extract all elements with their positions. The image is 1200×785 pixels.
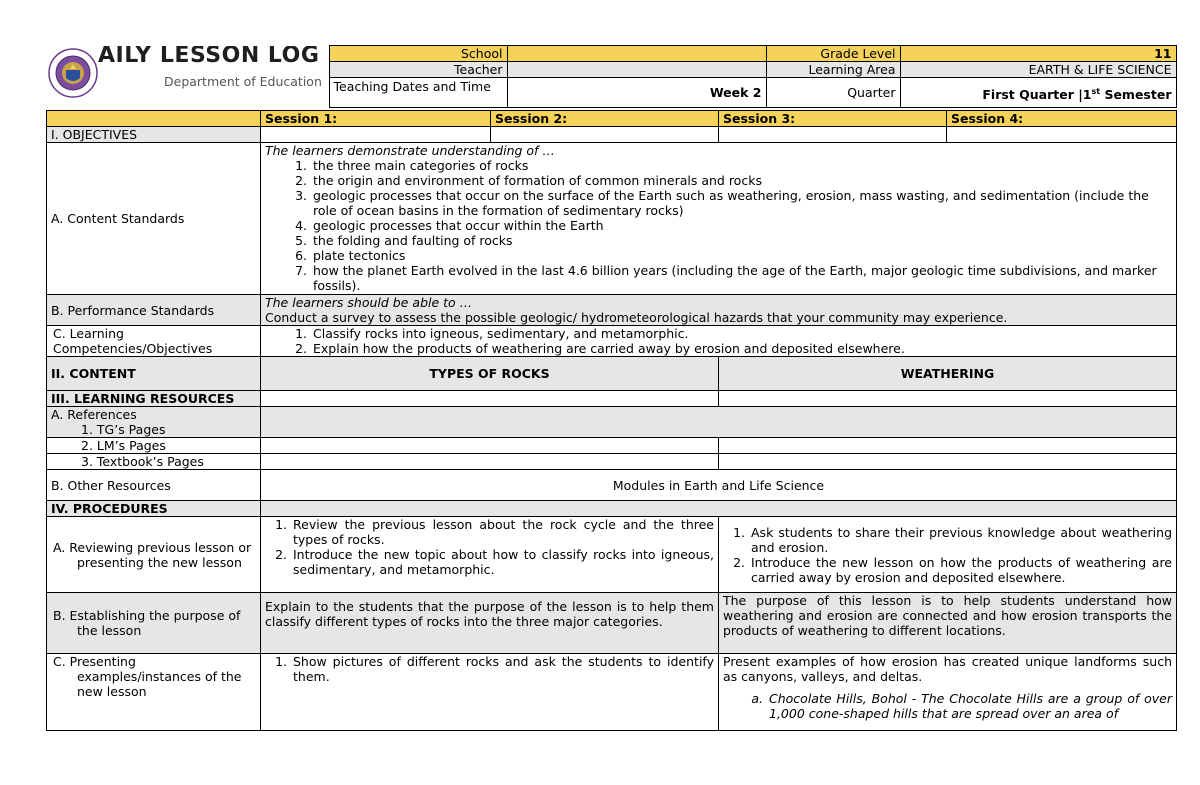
list-item: 3. geologic processes that occur on the surface of the Earth such as weathering, erosion, mass wasting, and sedimentation (include the role of ocean basins in the formation of sedimentary rocks) — [311, 188, 1172, 218]
school-value — [507, 46, 766, 62]
list-item: 1. Classify rocks into igneous, sedimentary, and metamorphic. — [311, 326, 1172, 341]
teacher-value — [507, 62, 766, 78]
area-label: Learning Area — [766, 62, 900, 78]
purpose-session-1-2: Explain to the students that the purpose of the lesson is to help them classify different types of rocks into the three major categories. — [261, 593, 719, 654]
empty-cell — [719, 391, 1177, 407]
deped-seal-icon — [48, 48, 98, 98]
list-item: 2. the origin and environment of formation of common minerals and rocks — [311, 173, 1172, 188]
area-value: EARTH & LIFE SCIENCE — [900, 62, 1176, 78]
review-right-list — [723, 525, 1172, 585]
empty-cell — [261, 391, 719, 407]
review-label: A. Reviewing previous lesson or presenting the new lesson — [47, 517, 261, 593]
empty-cell — [261, 407, 1177, 438]
content-standards-label: A. Content Standards — [47, 143, 261, 295]
grade-label: Grade Level — [766, 46, 900, 62]
brand-title: AILY LESSON LOG — [98, 45, 320, 68]
empty-cell — [261, 454, 719, 470]
performance-standards-label: B. Performance Standards — [47, 295, 261, 326]
session-4-header: Session 4: — [947, 111, 1177, 127]
performance-intro: The learners should be able to … — [265, 295, 473, 310]
tg-pages-label: 1. TG’s Pages — [81, 422, 166, 437]
empty-cell — [261, 127, 491, 143]
ordinal-suffix: st — [1091, 86, 1101, 96]
department-name: Department of Education — [164, 73, 322, 89]
list-item: 4. geologic processes that occur within the Earth — [311, 218, 1172, 233]
content-heading: II. CONTENT — [47, 357, 261, 391]
empty-cell — [261, 501, 1177, 517]
session-2-header: Session 2: — [491, 111, 719, 127]
examples-session-1-2 — [261, 654, 719, 731]
other-resources-value: Modules in Earth and Life Science — [261, 470, 1177, 501]
performance-text: Conduct a survey to assess the possible geologic/ hydrometeorological hazards that your community may experience. — [265, 310, 1008, 325]
quarter-label: Quarter — [766, 78, 900, 108]
examples-label: C. Presenting examples/instances of the new lesson — [47, 654, 261, 731]
examples-right-list — [723, 691, 1172, 721]
empty-cell — [491, 127, 719, 143]
grade-value: 11 — [900, 46, 1176, 62]
references-title: A. References — [51, 407, 137, 422]
header-brand — [46, 46, 329, 108]
list-item: 1. Review the previous lesson about the rock cycle and the three types of rocks. — [291, 517, 714, 547]
competencies-body — [261, 326, 1177, 357]
dates-value: Week 2 — [507, 78, 766, 108]
empty-cell — [719, 454, 1177, 470]
competencies-list — [265, 326, 1172, 356]
session-header-blank — [47, 111, 261, 127]
empty-cell — [719, 127, 947, 143]
content-topic-1: TYPES OF ROCKS — [261, 357, 719, 391]
list-item: 7. how the planet Earth evolved in the last 4.6 billion years (including the age of the Earth, major geologic time subdivisions, and marker fossils). — [311, 263, 1172, 293]
teacher-label: Teacher — [329, 62, 507, 78]
list-item: 2. Introduce the new topic about how to classify rocks into igneous, sedimentary, and metamorphic. — [291, 547, 714, 577]
empty-cell — [947, 127, 1177, 143]
list-item: 6. plate tectonics — [311, 248, 1172, 263]
session-1-header: Session 1: — [261, 111, 491, 127]
content-standards-intro: The learners demonstrate understanding of … — [265, 143, 555, 158]
content-standards-list — [265, 158, 1172, 293]
list-item: a. Chocolate Hills, Bohol - The Chocolate Hills are a group of over 1,000 cone-shaped hills that are spread over an area of — [767, 691, 1172, 721]
list-item: 2. Explain how the products of weathering are carried away by erosion and deposited elsewhere. — [311, 341, 1172, 356]
competencies-label: C. Learning Competencies/Objectives — [47, 326, 261, 357]
dates-label: Teaching Dates and Time — [329, 78, 507, 108]
review-session-1-2 — [261, 517, 719, 593]
other-resources-label: B. Other Resources — [47, 470, 261, 501]
procedures-heading: IV. PROCEDURES — [47, 501, 261, 517]
review-session-3-4 — [719, 517, 1177, 593]
lm-pages-label: 2. LM’s Pages — [47, 438, 261, 454]
content-standards-body — [261, 143, 1177, 295]
list-item: 1. Ask students to share their previous knowledge about weathering and erosion. — [749, 525, 1172, 555]
header-table — [46, 45, 1177, 108]
session-3-header: Session 3: — [719, 111, 947, 127]
purpose-session-3-4: The purpose of this lesson is to help students understand how weathering and erosion are connected and how erosion transports the products of weathering to different locations. — [719, 593, 1177, 654]
lesson-table — [46, 110, 1177, 731]
performance-standards-body — [261, 295, 1177, 326]
list-item: 1. the three main categories of rocks — [311, 158, 1172, 173]
quarter-value: First Quarter |1st Semester — [900, 78, 1176, 108]
textbook-pages-label: 3. Textbook’s Pages — [47, 454, 261, 470]
review-left-list — [265, 517, 714, 577]
empty-cell — [719, 438, 1177, 454]
examples-right-intro: Present examples of how erosion has created unique landforms such as canyons, valleys, and deltas. — [723, 654, 1172, 684]
content-topic-2: WEATHERING — [719, 357, 1177, 391]
list-item: 1. Show pictures of different rocks and ask the students to identify them. — [291, 654, 714, 684]
examples-left-list — [265, 654, 714, 684]
resources-heading: III. LEARNING RESOURCES — [47, 391, 261, 407]
list-item: 2. Introduce the new lesson on how the products of weathering are carried away by erosion and deposited elsewhere. — [749, 555, 1172, 585]
list-item: 5. the folding and faulting of rocks — [311, 233, 1172, 248]
examples-session-3-4 — [719, 654, 1177, 731]
lesson-log-page — [46, 45, 1176, 731]
references-label — [47, 407, 261, 438]
objectives-heading: I. OBJECTIVES — [47, 127, 261, 143]
purpose-label: B. Establishing the purpose of the lesson — [47, 593, 261, 654]
school-label: School — [329, 46, 507, 62]
empty-cell — [261, 438, 719, 454]
